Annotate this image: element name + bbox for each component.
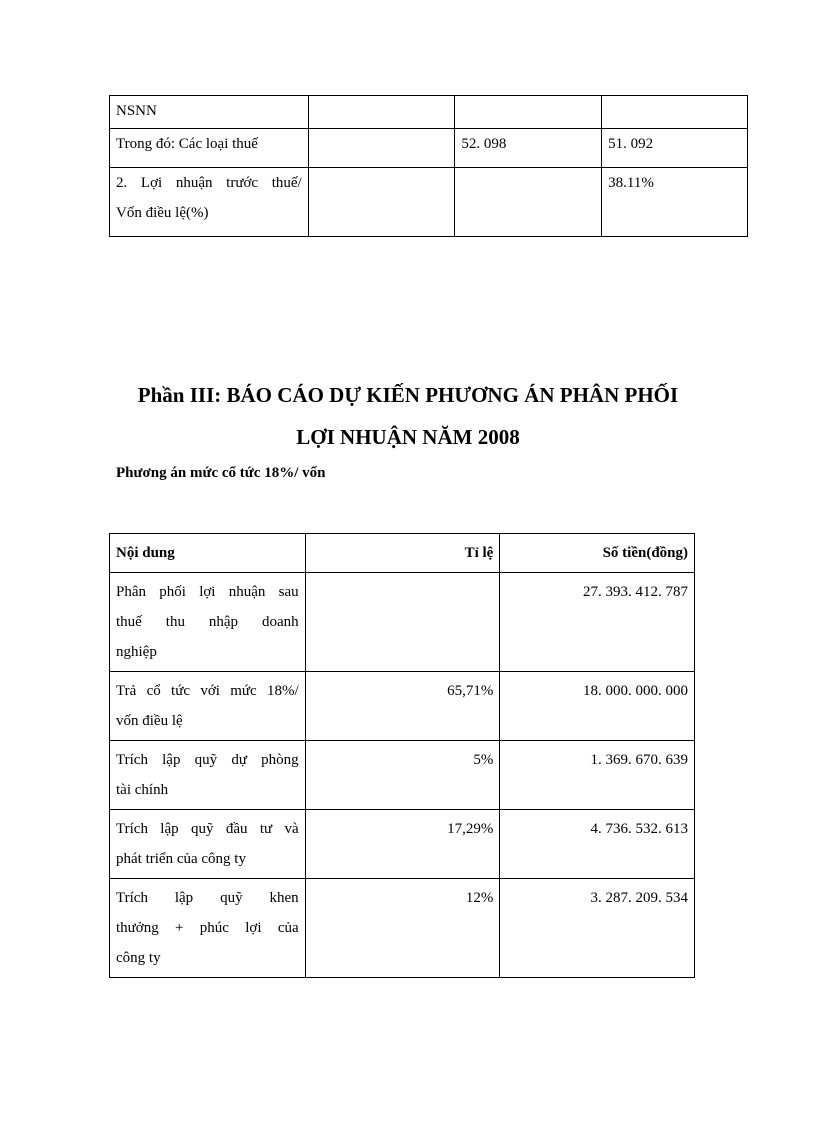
table-cell: [308, 129, 455, 168]
rate-cell: 5%: [305, 741, 500, 810]
subheading: Phương án mức cổ tức 18%/ vốn: [116, 465, 326, 481]
row-label-line: Phân phối lợi nhuận sau: [116, 584, 299, 600]
table-row: [110, 879, 695, 978]
rate-cell: 12%: [305, 879, 500, 978]
row-label: [110, 168, 309, 237]
table-cell: 38.11%: [602, 168, 748, 237]
row-label: [110, 573, 306, 672]
table-cell: [455, 96, 602, 129]
table-cell: 52. 098: [455, 129, 602, 168]
table-row: [110, 168, 748, 237]
amount-cell: 3. 287. 209. 534: [500, 879, 695, 978]
row-label-line: tài chính: [116, 782, 169, 798]
row-label-line: công ty: [116, 950, 161, 966]
row-label-line: Trích lập quỹ dự phòng: [116, 752, 299, 768]
rate-cell: 17,29%: [305, 810, 500, 879]
header-rate: Tỉ lệ: [305, 534, 500, 573]
table-cell: [308, 168, 455, 237]
amount-cell: 27. 393. 412. 787: [500, 573, 695, 672]
row-label-line: vốn điều lệ: [116, 713, 183, 729]
row-label-line: nghiệp: [116, 644, 157, 660]
table-row: [110, 573, 695, 672]
row-label-line: phát triển của công ty: [116, 851, 246, 867]
row-label: [110, 672, 306, 741]
table-header-row: [110, 534, 695, 573]
row-label-line: 2. Lợi nhuận trước thuế/: [116, 175, 302, 191]
amount-cell: 4. 736. 532. 613: [500, 810, 695, 879]
row-label: NSNN: [110, 96, 309, 129]
table-row: [110, 741, 695, 810]
row-label-line: Vốn điều lệ(%): [116, 205, 209, 221]
table-row: [110, 96, 748, 129]
row-label: [110, 879, 306, 978]
row-label-line: Trích lập quỹ đầu tư và: [116, 821, 299, 837]
table-cell: [308, 96, 455, 129]
amount-cell: 18. 000. 000. 000: [500, 672, 695, 741]
table-cell: [602, 96, 748, 129]
table-row: [110, 672, 695, 741]
table-cell: 51. 092: [602, 129, 748, 168]
row-label-line: Trích lập quỹ khen: [116, 890, 299, 906]
section-heading-line2: LỢI NHUẬN NĂM 2008: [296, 425, 520, 449]
top-table: [109, 95, 748, 237]
table-row: [110, 129, 748, 168]
row-label-line: thuế thu nhập doanh: [116, 614, 299, 630]
row-label-line: Trả cổ tức với mức 18%/: [116, 683, 299, 699]
section-heading: Phần III: BÁO CÁO DỰ KIẾN PHƯƠNG ÁN PHÂN PHỐI: [137, 383, 679, 407]
row-label: [110, 810, 306, 879]
header-amount: Số tiền(đồng): [500, 534, 695, 573]
table-cell: [455, 168, 602, 237]
table-row: [110, 810, 695, 879]
header-content: Nội dung: [110, 534, 306, 573]
rate-cell: [305, 573, 500, 672]
row-label-line: thưởng + phúc lợi của: [116, 920, 299, 936]
rate-cell: 65,71%: [305, 672, 500, 741]
row-label: Trong đó: Các loại thuế: [110, 129, 309, 168]
row-label: [110, 741, 306, 810]
amount-cell: 1. 369. 670. 639: [500, 741, 695, 810]
distribution-table: [109, 533, 695, 978]
